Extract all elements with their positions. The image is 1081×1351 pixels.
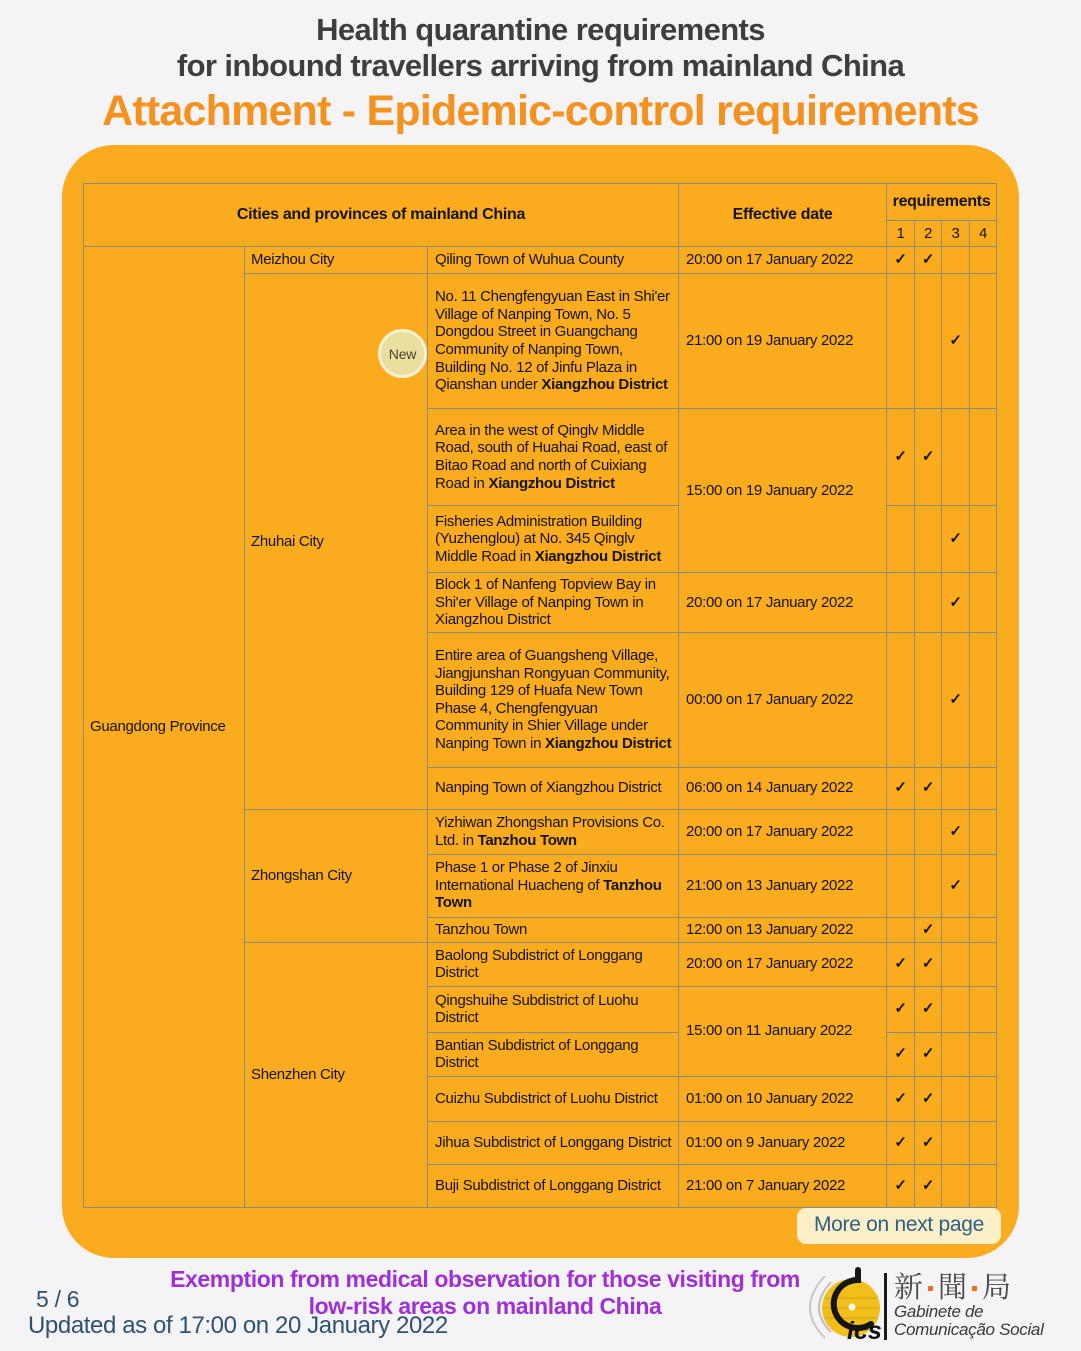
req-check-1 [887,573,915,633]
area-text: Nanping Town of Xiangzhou District [435,779,662,797]
req-check-3 [942,247,970,274]
city-cell-zhongshan: Zhongshan City [245,809,428,942]
req-check-1: ✓ [887,1032,915,1076]
req-check-3 [942,917,970,942]
req-check-2: ✓ [915,917,942,942]
area-cell [428,767,679,809]
req-check-2 [915,854,942,917]
table-row [84,247,997,274]
area-bold-text: Tanzhou Town [435,876,662,912]
logo-divider [884,1273,887,1340]
date-cell: 06:00 on 14 January 2022 [679,767,887,809]
province-cell: Guangdong Province [84,247,245,1208]
req-check-1 [887,632,915,767]
area-cell [428,247,679,274]
exemption-note [135,1266,835,1320]
area-cell [428,1076,679,1121]
req-check-1: ✓ [887,1164,915,1207]
req-check-4 [970,506,997,573]
req-check-1: ✓ [887,409,915,506]
area-cell [428,1032,679,1076]
exemption-note-line2: low-risk areas on mainland China [308,1293,662,1320]
req-check-4 [970,1076,997,1121]
area-text: Jihua Subdistrict of Longgang District [435,1133,672,1151]
req-check-2: ✓ [915,942,942,986]
date-cell: 20:00 on 17 January 2022 [679,247,887,274]
area-cell [428,809,679,854]
logo-latin-text: ics [847,1317,882,1345]
req-check-4 [970,274,997,409]
req-check-3: ✓ [942,274,970,409]
header-req-4: 4 [970,221,997,247]
date-cell: 12:00 on 13 January 2022 [679,917,887,942]
header-requirements: requirements [887,184,997,221]
date-cell: 20:00 on 17 January 2022 [679,573,887,633]
area-cell [428,942,679,986]
req-check-2 [915,506,942,573]
area-bold-text: Xiangzhou District [534,547,662,565]
req-check-2 [915,274,942,409]
logo-cn-char: 新 [894,1271,924,1304]
date-cell: 21:00 on 13 January 2022 [679,854,887,917]
area-cell [428,632,679,767]
req-check-2: ✓ [915,1032,942,1076]
req-check-3: ✓ [942,506,970,573]
req-check-3 [942,1164,970,1207]
date-cell: 21:00 on 7 January 2022 [679,1164,887,1207]
req-check-4 [970,632,997,767]
date-cell: 01:00 on 10 January 2022 [679,1076,887,1121]
area-text: Bantian Subdistrict of Longgang District [435,1036,639,1072]
req-check-2: ✓ [915,1164,942,1207]
req-check-3 [942,1121,970,1164]
date-cell: 15:00 on 19 January 2022 [679,409,887,573]
area-cell [428,1121,679,1164]
req-check-1 [887,506,915,573]
req-check-4 [970,809,997,854]
cn-dot-icon [928,1286,933,1291]
area-text: Qiling Town of Wuhua County [435,251,624,269]
req-check-3: ✓ [942,809,970,854]
req-check-2: ✓ [915,409,942,506]
orange-card [62,145,1019,1258]
date-cell: 20:00 on 17 January 2022 [679,942,887,986]
req-check-4 [970,409,997,506]
req-check-2: ✓ [915,247,942,274]
page-number: 5 / 6 [36,1286,80,1312]
area-text: No. 11 Chengfengyuan East in Shi'er Village of Nanping Town, No. 5 Dongdou Street in Guangchang Community of Nanping Town, Building No. 12 of Jinfu Plaza in Qianshan under [435,288,670,394]
header-req-1: 1 [887,221,915,247]
exemption-note-line1: Exemption from medical observation for those visiting from [170,1266,800,1292]
req-check-1: ✓ [887,942,915,986]
req-check-3 [942,942,970,986]
req-check-2: ✓ [915,1076,942,1121]
req-check-4 [970,986,997,1032]
area-bold-text: Xiangzhou District [488,474,615,492]
page-title-line2: for inbound travellers arriving from mainland China [176,47,905,83]
updated-timestamp: Updated as of 17:00 on 20 January 2022 [28,1312,448,1339]
city-cell-zhuhai: Zhuhai City [245,274,428,810]
area-text: Tanzhou Town [435,920,528,938]
req-check-3: ✓ [942,573,970,633]
cn-dot-icon [972,1286,977,1291]
req-check-1: ✓ [887,1076,915,1121]
header-req-3: 3 [942,221,970,247]
req-check-2: ✓ [915,986,942,1032]
table-wrap [83,183,997,1208]
area-text: Cuizhu Subdistrict of Luohu District [435,1089,658,1107]
area-text: Block 1 of Nanfeng Topview Bay in Shi'er Village of Nanping Town in Xiangzhou District [435,576,656,629]
area-bold-text: Xiangzhou District [541,376,668,394]
area-bold-text: Tanzhou Town [477,831,577,849]
area-cell [428,917,679,942]
req-check-3 [942,986,970,1032]
area-text: Baolong Subdistrict of Longgang District [435,946,643,982]
date-cell: 01:00 on 9 January 2022 [679,1121,887,1164]
req-check-3: ✓ [942,854,970,917]
city-cell-shenzhen: Shenzhen City [245,942,428,1207]
area-cell [428,854,679,917]
area-text: Entire area of Guangsheng Village, Jiangjunshan Rongyuan Community, Building 129 of Huafa New Town Phase 4, Chengfengyuan Community in Shier Village under Nanping Town in [435,647,670,752]
area-text: Buji Subdistrict of Longgang District [435,1176,661,1194]
area-text: Yizhiwan Zhongshan Provisions Co. Ltd. in [435,814,665,849]
req-check-4 [970,917,997,942]
logo-cn-char: 局 [982,1271,1012,1304]
req-check-1: ✓ [887,1121,915,1164]
gcs-logo-mark-icon [795,1262,890,1351]
req-check-1 [887,274,915,409]
logo-cn-name [894,1271,1044,1304]
req-check-3 [942,409,970,506]
page-title [0,12,1081,136]
req-check-2 [915,632,942,767]
area-text: Fisheries Administration Building (Yuzhenglou) at No. 345 Qinglv Middle Road in [435,512,642,565]
logo-pt-line2: Comunicação Social [894,1320,1044,1339]
req-check-4 [970,247,997,274]
area-cell [428,409,679,506]
req-check-1: ✓ [887,986,915,1032]
area-bold-text: Xiangzhou District [545,734,672,752]
req-check-4 [970,942,997,986]
area-cell [428,274,679,409]
req-check-2: ✓ [915,767,942,809]
logo-text [894,1271,1044,1340]
req-check-1 [887,854,915,917]
req-check-4 [970,767,997,809]
new-badge: New [378,329,427,378]
req-check-3 [942,1032,970,1076]
req-check-3 [942,767,970,809]
req-check-4 [970,1121,997,1164]
area-cell [428,573,679,633]
date-cell: 21:00 on 19 January 2022 [679,274,887,409]
area-cell [428,506,679,573]
header-req-2: 2 [915,221,942,247]
area-text: Area in the west of Qinglv Middle Road, south of Huahai Road, east of Bitao Road and north of Cuixiang Road in [435,421,668,492]
req-check-1: ✓ [887,247,915,274]
header-effective-date: Effective date [679,184,887,247]
more-on-next-page-badge: More on next page [797,1208,1001,1244]
area-text: Qingshuihe Subdistrict of Luohu District [435,991,639,1027]
req-check-2 [915,809,942,854]
date-cell: 00:00 on 17 January 2022 [679,632,887,767]
quarantine-table [83,183,997,1208]
logo-cn-char: 聞 [938,1271,968,1304]
req-check-3: ✓ [942,632,970,767]
area-text: Phase 1 or Phase 2 of Jinxiu International Huacheng of [435,859,618,894]
req-check-3 [942,1076,970,1121]
req-check-2 [915,573,942,633]
req-check-2: ✓ [915,1121,942,1164]
gcs-logo [795,1262,1075,1351]
page-title-line1: Health quarantine requirements [316,12,765,47]
area-cell [428,986,679,1032]
req-check-1: ✓ [887,767,915,809]
header-cities: Cities and provinces of mainland China [84,184,679,247]
area-cell [428,1164,679,1207]
date-cell: 15:00 on 11 January 2022 [679,986,887,1076]
req-check-4 [970,1032,997,1076]
logo-pt-line1: Gabinete de [894,1301,984,1321]
req-check-4 [970,573,997,633]
req-check-1 [887,917,915,942]
attachment-subtitle: Attachment - Epidemic-control requirements [102,86,979,135]
city-cell-meizhou: Meizhou City [245,247,428,274]
req-check-4 [970,1164,997,1207]
date-cell: 20:00 on 17 January 2022 [679,809,887,854]
req-check-1 [887,809,915,854]
req-check-4 [970,854,997,917]
